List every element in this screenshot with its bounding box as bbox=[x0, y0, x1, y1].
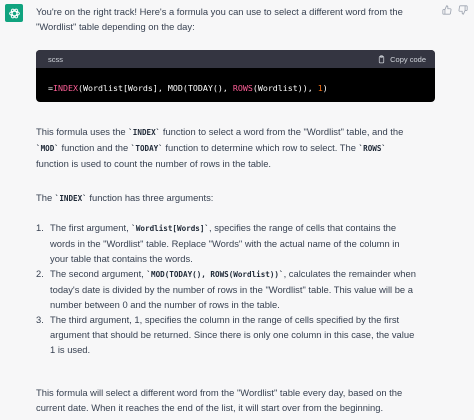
code-number: 1 bbox=[317, 83, 323, 93]
text: The bbox=[36, 192, 55, 203]
text: current date. When it reaches the end of the list, it will start over from the beginning. bbox=[36, 402, 384, 413]
inline-code: `INDEX` bbox=[128, 128, 161, 137]
inline-code: `Wordlist[Words]` bbox=[131, 224, 210, 233]
arguments-intro bbox=[36, 190, 456, 206]
text: function is used to count the number of rows in the table. bbox=[36, 158, 272, 169]
list-item bbox=[36, 312, 456, 357]
text: , calculates the remainder when bbox=[283, 268, 416, 279]
copy-code-button[interactable] bbox=[377, 52, 426, 67]
text: argument that should be returned. Since there is only one column in this case, the value bbox=[50, 329, 415, 340]
inline-code: `TODAY` bbox=[130, 144, 163, 153]
text: , specifies the range of cells that contains the bbox=[209, 222, 397, 233]
text: This formula will select a different word from the "Wordlist" table every day, based on the bbox=[36, 387, 403, 398]
code-part: ) bbox=[322, 83, 328, 93]
code-part: (Wordlist[Words], MOD(TODAY(), bbox=[77, 83, 233, 93]
list-number: 2. bbox=[36, 268, 44, 279]
code-part: (Wordlist)), bbox=[252, 83, 318, 93]
code-language: scss bbox=[48, 54, 63, 64]
code-content bbox=[36, 68, 435, 96]
openai-logo-icon bbox=[5, 4, 23, 22]
inline-code: `ROWS` bbox=[358, 144, 387, 153]
text: today's date is divided by the number of rows in the "Wordlist" table. This value will be a bbox=[50, 284, 413, 295]
list-item bbox=[36, 266, 456, 312]
code-prefix: = bbox=[48, 83, 53, 93]
list-number: 1. bbox=[36, 222, 44, 233]
text: function has three arguments: bbox=[86, 192, 214, 203]
text: The second argument, bbox=[50, 268, 147, 279]
closing-paragraph bbox=[36, 385, 456, 415]
text: The third argument, 1, specifies the column in the range of cells specified by the first bbox=[50, 314, 400, 325]
code-fn-index: INDEX bbox=[53, 83, 78, 93]
inline-code: `MOD(TODAY(), ROWS(Wordlist))` bbox=[146, 270, 284, 279]
list-number: 3. bbox=[36, 314, 44, 325]
intro-line-1: You're on the right track! Here's a formula you can use to select a different word from the bbox=[36, 6, 403, 17]
intro-paragraph bbox=[36, 4, 450, 34]
code-block bbox=[36, 50, 435, 102]
text: words in the "Wordlist" table. Replace "Words" with the actual name of the column in bbox=[50, 238, 400, 249]
intro-line-2: "Wordlist" table depending on the day: bbox=[36, 21, 195, 32]
inline-code: `INDEX` bbox=[54, 194, 87, 203]
text: This formula uses the bbox=[36, 126, 129, 137]
text: 1 is used. bbox=[50, 344, 91, 355]
explanation-paragraph bbox=[36, 124, 456, 171]
text: number between 0 and the number of rows in the table. bbox=[50, 299, 280, 310]
text: function to determine which row to select. The bbox=[162, 142, 359, 153]
arguments-list bbox=[36, 220, 456, 357]
list-item bbox=[36, 220, 456, 266]
copy-code-label: Copy code bbox=[390, 54, 426, 64]
text: The first argument, bbox=[50, 222, 132, 233]
inline-code: `MOD` bbox=[36, 144, 59, 153]
code-fn-rows: ROWS bbox=[232, 83, 253, 93]
text: your table that contains the words. bbox=[50, 253, 193, 264]
thumbs-down-icon[interactable] bbox=[457, 4, 469, 16]
text: function and the bbox=[58, 142, 131, 153]
code-header bbox=[36, 50, 435, 68]
text: function to select a word from the "Wordlist" table, and the bbox=[160, 126, 404, 137]
clipboard-icon bbox=[377, 55, 386, 64]
